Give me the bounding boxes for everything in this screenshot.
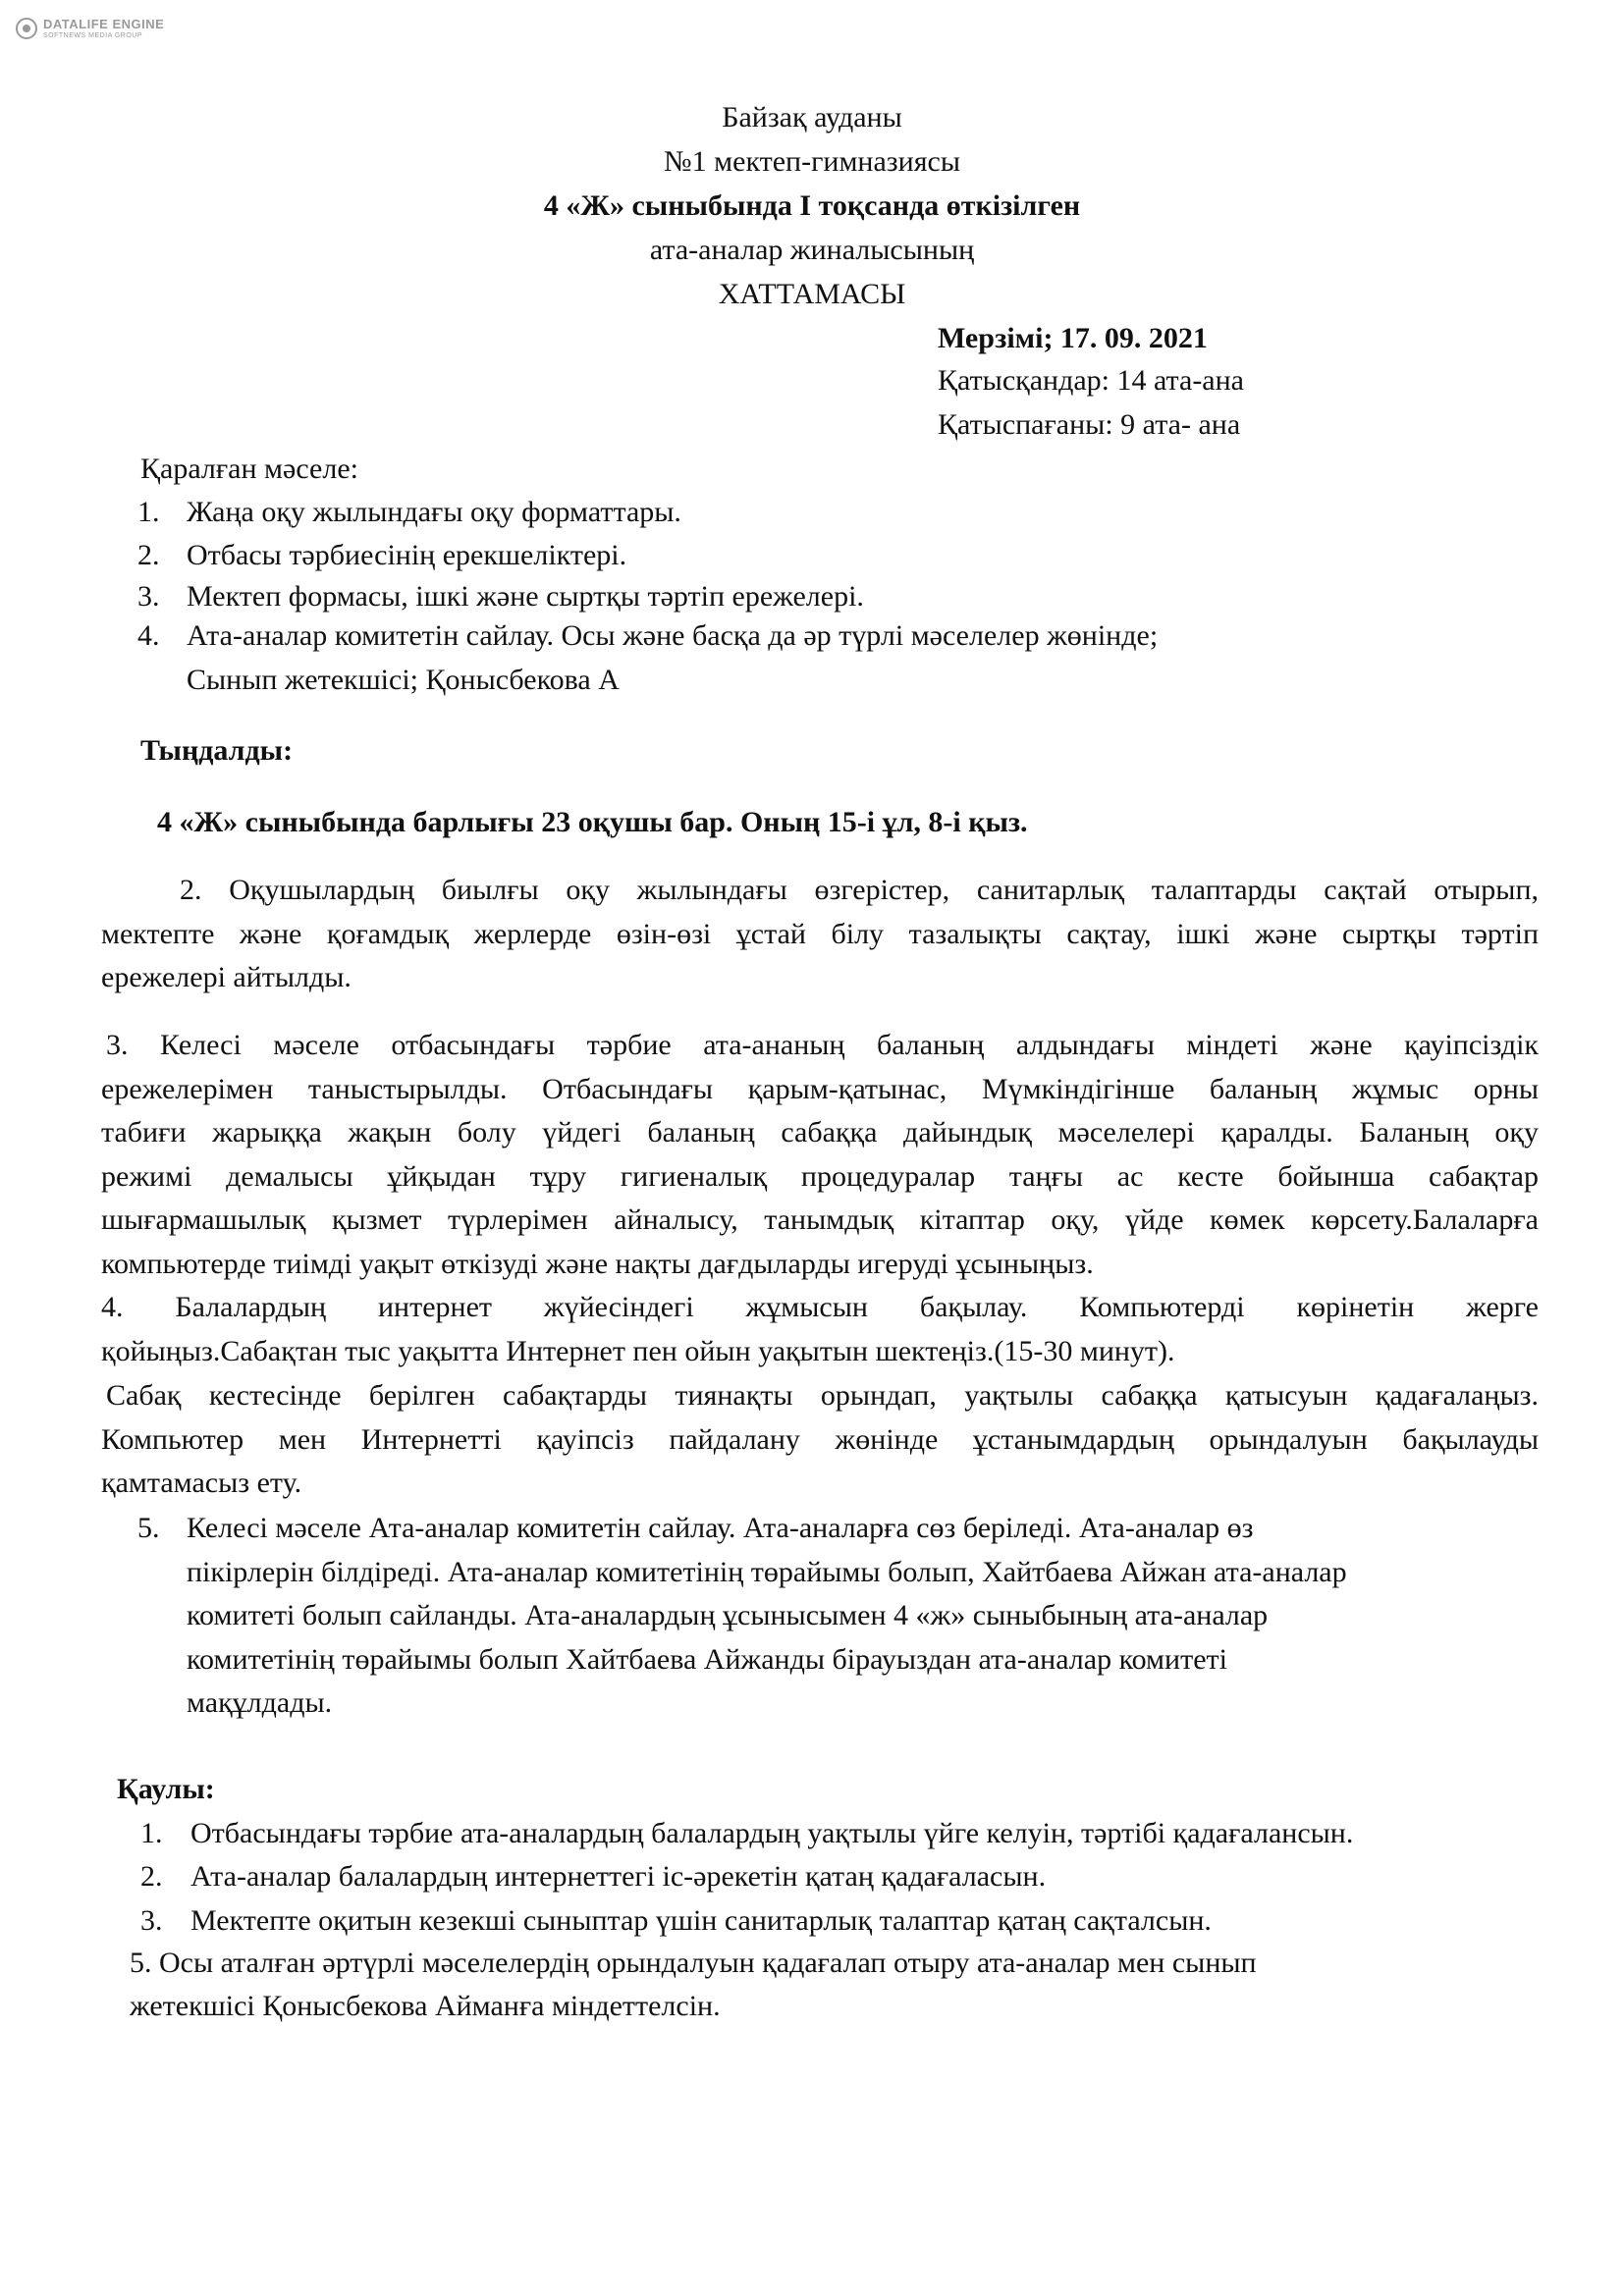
paragraph-line: режимі демалысы ұйқыдан тұру гигиеналық процедуралар таңғы ас кесте бойынша сабақтар xyxy=(101,1159,1539,1193)
watermark xyxy=(16,18,164,39)
watermark-sub: SOFTNEWS MEDIA GROUP xyxy=(43,32,143,39)
paragraph-line: 2. Оқушылардың биылғы оқу жылындағы өзгерістер, санитарлық талаптарды сақтай отырып, xyxy=(180,874,1539,906)
paragraph-line: шығармашылық қызмет түрлерімен айналысу, танымдық кітаптар оқу, үйде көмек көрсету.Балаларға xyxy=(101,1203,1539,1236)
paragraph-line: табиғи жарыққа жақын болу үйдегі баланың сабаққа дайындық мәселелері қаралды. Баланың оқу xyxy=(101,1116,1539,1148)
paragraph-5-num: 5. xyxy=(137,1512,160,1544)
document-title: ХАТТАМАСЫ xyxy=(718,278,906,310)
datalife-logo-icon xyxy=(16,18,37,39)
attended-count: Қатысқандар: 14 ата-ана xyxy=(938,364,1244,397)
decision-item-num: 3. xyxy=(140,1904,163,1937)
paragraph-5 xyxy=(187,1507,1539,1726)
agenda-item-num: 3. xyxy=(137,580,160,613)
decision-item-num: 1. xyxy=(140,1817,163,1849)
paragraph-3 xyxy=(101,1024,1539,1286)
heard-label: Тыңдалды: xyxy=(140,734,294,767)
agenda-item: Отбасы тәрбиесінің ерекшеліктері. xyxy=(187,539,627,571)
paragraph-line: Сабақ кестесінде берілген сабақтарды тиянақты орындап, уақтылы сабаққа қатысуын қадағалаңыз. xyxy=(106,1379,1539,1412)
agenda-item: Ата-аналар комитетін сайлау. Осы және басқа да әр түрлі мәселелер жөнінде; xyxy=(187,619,1159,652)
paragraph-line: ережелері айтылды. xyxy=(101,961,352,993)
class-teacher: Сынып жетекшісі; Қонысбекова А xyxy=(187,664,620,696)
header-meeting: ата-аналар жиналысының xyxy=(649,234,975,266)
paragraph-line: компьютерде тиімді уақыт өткізуді және нақты дағдыларды игеруді ұсыныңыз. xyxy=(101,1247,1094,1280)
agenda-item-num: 1. xyxy=(137,496,160,528)
decision-label: Қаулы: xyxy=(117,1773,215,1805)
paragraph-line: мақұлдады. xyxy=(187,1686,333,1719)
paragraph-line: қойыңыз.Сабақтан тыс уақытта Интернет пен ойын уақытын шектеңіз.(15-30 минут). xyxy=(101,1334,1175,1367)
watermark-brand: DATALIFE ENGINE xyxy=(43,17,165,31)
paragraph-line: ережелерімен таныстырылды. Отбасындағы қарым-қатынас, Мүмкіндігінше баланың жұмыс орны xyxy=(101,1072,1539,1105)
paragraph-line: 4. Балалардың интернет жүйесіндегі жұмысын бақылау. Компьютерді көрінетін жерге xyxy=(101,1291,1539,1323)
absent-count: Қатыспағаны: 9 ата- ана xyxy=(938,408,1241,441)
decision-final-line: жетекшісі Қонысбекова Айманға міндеттелсін. xyxy=(130,1990,721,2022)
decision-final-line: 5. Осы аталған әртүрлі мәселелердің орындалуын қадағалап отыру ата-аналар мен сынып xyxy=(130,1947,1257,1979)
paragraph-line: комитеті болып сайланды. Ата-аналардың ұсынысымен 4 «ж» сыныбының ата-аналар xyxy=(187,1599,1269,1631)
class-stat: 4 «Ж» сыныбында барлығы 23 оқушы бар. Оның 15-і ұл, 8-і қыз. xyxy=(157,806,1028,838)
paragraph-line: Келесі мәселе Ата-аналар комитетін сайлау. Ата-аналарға сөз беріледі. Ата-аналар өз xyxy=(187,1512,1254,1544)
paragraph-2 xyxy=(101,869,1539,1000)
agenda-item-num: 2. xyxy=(137,539,160,571)
header-school: №1 мектеп-гимназиясы xyxy=(664,145,960,178)
agenda-label: Қаралған мәселе: xyxy=(140,453,358,485)
header-district: Байзақ ауданы xyxy=(722,101,902,133)
paragraph-4b xyxy=(101,1374,1539,1506)
paragraph-line: 3. Келесі мәселе отбасындағы тәрбие ата-ананың баланың алдындағы міндеті және қауіпсіздік xyxy=(106,1029,1539,1061)
decision-item: Отбасындағы тәрбие ата-аналардың балалардың уақтылы үйге келуін, тәртібі қадағалансын. xyxy=(190,1817,1354,1849)
decision-item: Ата-аналар балалардың интернеттегі іс-әрекетін қатаң қадағаласын. xyxy=(190,1860,1047,1893)
agenda-item: Жаңа оқу жылындағы оқу форматтары. xyxy=(187,496,681,528)
paragraph-line: мектепте және қоғамдық жерлерде өзін-өзі ұстай білу тазалықты сақтау, ішкі және сыртқы тәртіп xyxy=(101,917,1539,950)
meeting-date: Мерзімі; 17. 09. 2021 xyxy=(938,322,1208,354)
paragraph-line: қамтамасыз ету. xyxy=(101,1467,302,1499)
paragraph-line: Компьютер мен Интернетті қауіпсіз пайдалану жөнінде ұстанымдардың орындалуын бақылауды xyxy=(101,1422,1539,1456)
decision-item-num: 2. xyxy=(140,1860,163,1893)
paragraph-line: пікірлерін білдіреді. Ата-аналар комитетінің төрайымы болып, Хайтбаева Айжан ата-аналар xyxy=(187,1555,1347,1588)
paragraph-line: комитетінің төрайымы болып Хайтбаева Айжанды бірауыздан ата-аналар комитеті xyxy=(187,1642,1227,1676)
decision-item: Мектепте оқитын кезекші сыныптар үшін санитарлық талаптар қатаң сақталсын. xyxy=(190,1904,1212,1937)
paragraph-4 xyxy=(101,1286,1539,1373)
agenda-item-num: 4. xyxy=(137,619,160,652)
agenda-item: Мектеп формасы, ішкі және сыртқы тәртіп ережелері. xyxy=(187,580,864,613)
header-class-title: 4 «Ж» сыныбында I тоқсанда өткізілген xyxy=(543,189,1081,222)
